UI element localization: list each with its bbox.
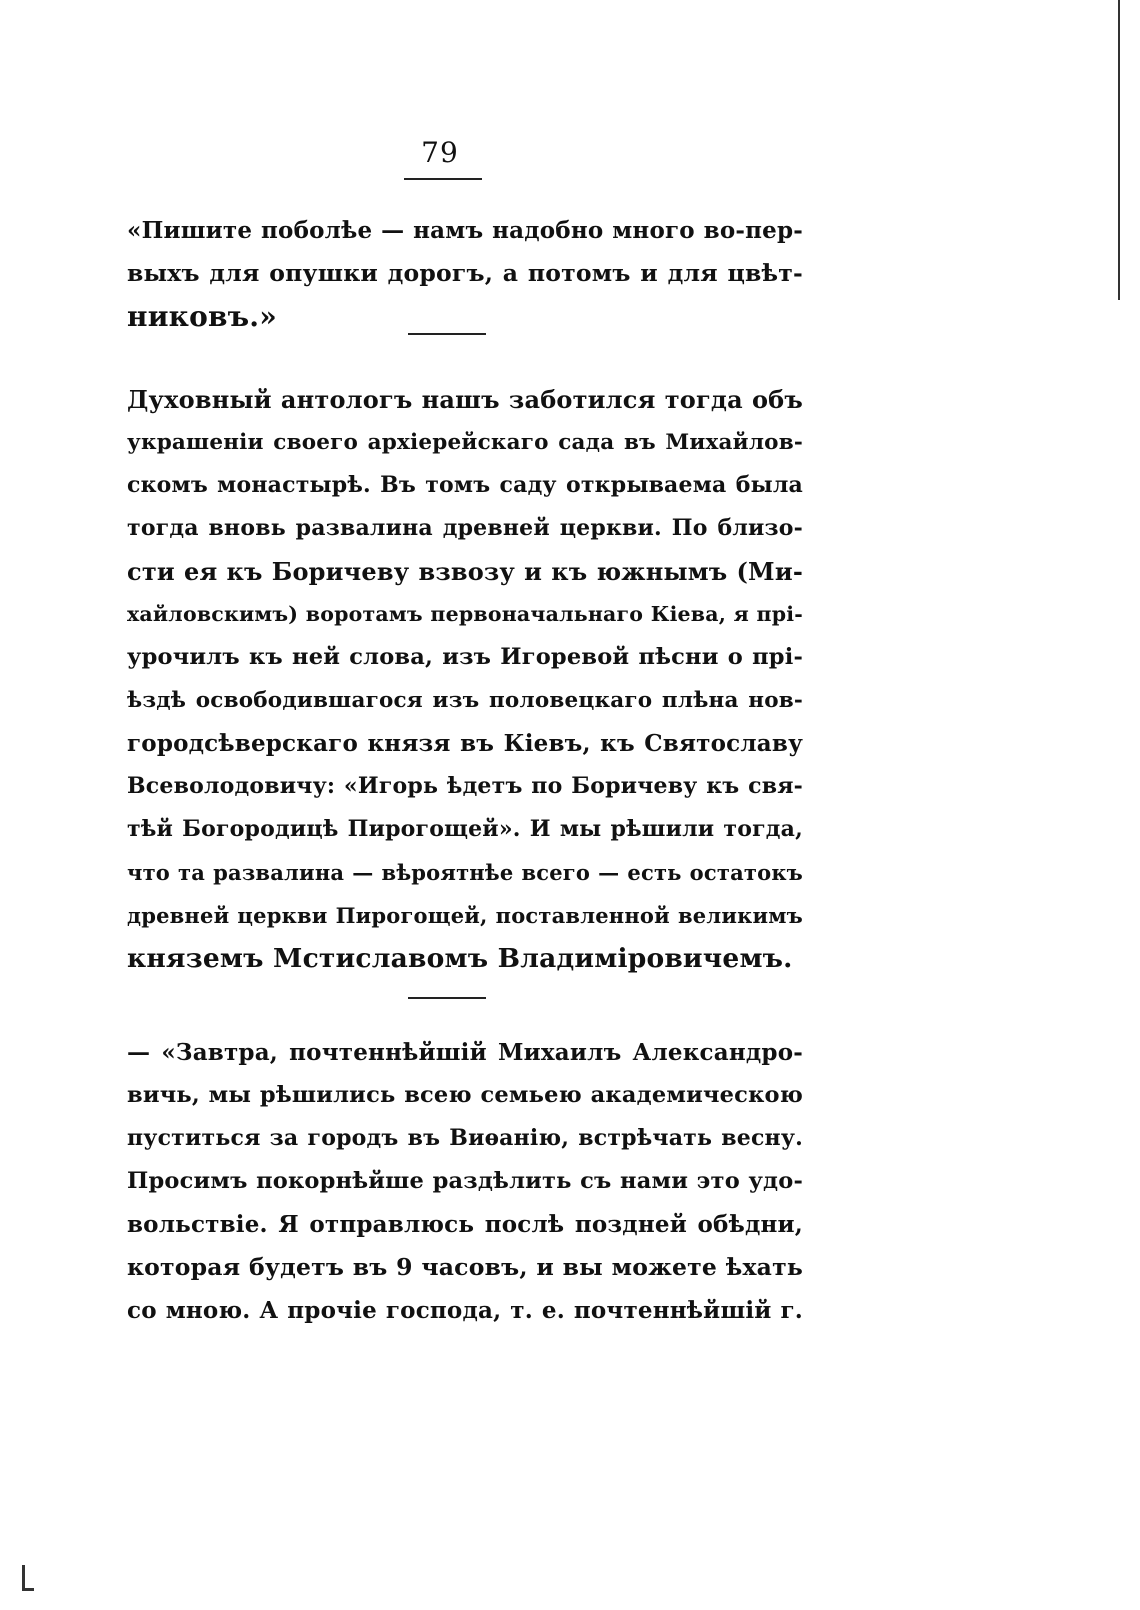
text-line: — «Завтра, почтеннѣйшій Михаилъ Александро- [127,1039,803,1066]
text-line: ѣздѣ освободившагося изъ половецкаго плѣна нов- [127,688,803,713]
text-line: Духовный антологъ нашъ заботился тогда объ [127,385,803,414]
section-divider [408,997,486,999]
text-line: Всеволодовичу: «Игорь ѣдетъ по Боричеву къ свя- [127,773,803,799]
text-line: сти ея къ Боричеву взвозу и къ южнымъ (Ми- [127,557,803,586]
text-line: со мною. А прочіе господа, т. е. почтеннѣйшій г. [127,1297,803,1324]
text-line: княземъ Мстиславомъ Владиміровичемъ. [127,943,793,974]
text-line: городсѣверскаго князя въ Кіевъ, къ Святославу [127,730,803,757]
text-line: которая будетъ въ 9 часовъ, и вы можете ѣхать [127,1253,803,1281]
paragraph-2 [127,378,803,980]
scan-corner-mark [22,1565,25,1591]
text-line: «Пишите поболѣе — намъ надобно много во-пер- [127,217,803,244]
section-divider [408,333,486,335]
scan-edge-line [1118,0,1120,300]
page-number-underline [404,178,482,180]
text-line: никовъ.» [127,300,277,333]
text-line: хайловскимъ) воротамъ первоначальнаго Кіева, я прі- [127,602,803,626]
text-line: вичь, мы рѣшились всею семьею академическою [127,1082,803,1108]
text-line: Просимъ покорнѣйше раздѣлить съ нами это удо- [127,1168,803,1194]
paragraph-1 [127,209,803,338]
paragraph-3 [127,1031,803,1332]
text-line: пуститься за городъ въ Виѳанію, встрѣчать весну. [127,1125,803,1151]
text-line: украшеніи своего архіерейскаго сада въ Михайлов- [127,430,803,455]
text-line: древней церкви Пирогощей, поставленной великимъ [127,903,803,928]
text-line: тѣй Богородицѣ Пирогощей». И мы рѣшили тогда, [127,816,803,842]
text-line: урочилъ къ ней слова, изъ Игоревой пѣсни о прі- [127,644,803,670]
page-number: 79 [421,136,459,169]
text-line: выхъ для опушки дорогъ, а потомъ и для цвѣт- [127,259,803,287]
text-line: скомъ монастырѣ. Въ томъ саду открываема была [127,472,803,498]
text-line: вольствіе. Я отправлюсь послѣ поздней обѣдни, [127,1211,803,1238]
text-line: что та развалина — вѣроятнѣе всего — есть остатокъ [127,860,803,885]
text-line: тогда вновь развалина древней церкви. По близо- [127,515,803,541]
